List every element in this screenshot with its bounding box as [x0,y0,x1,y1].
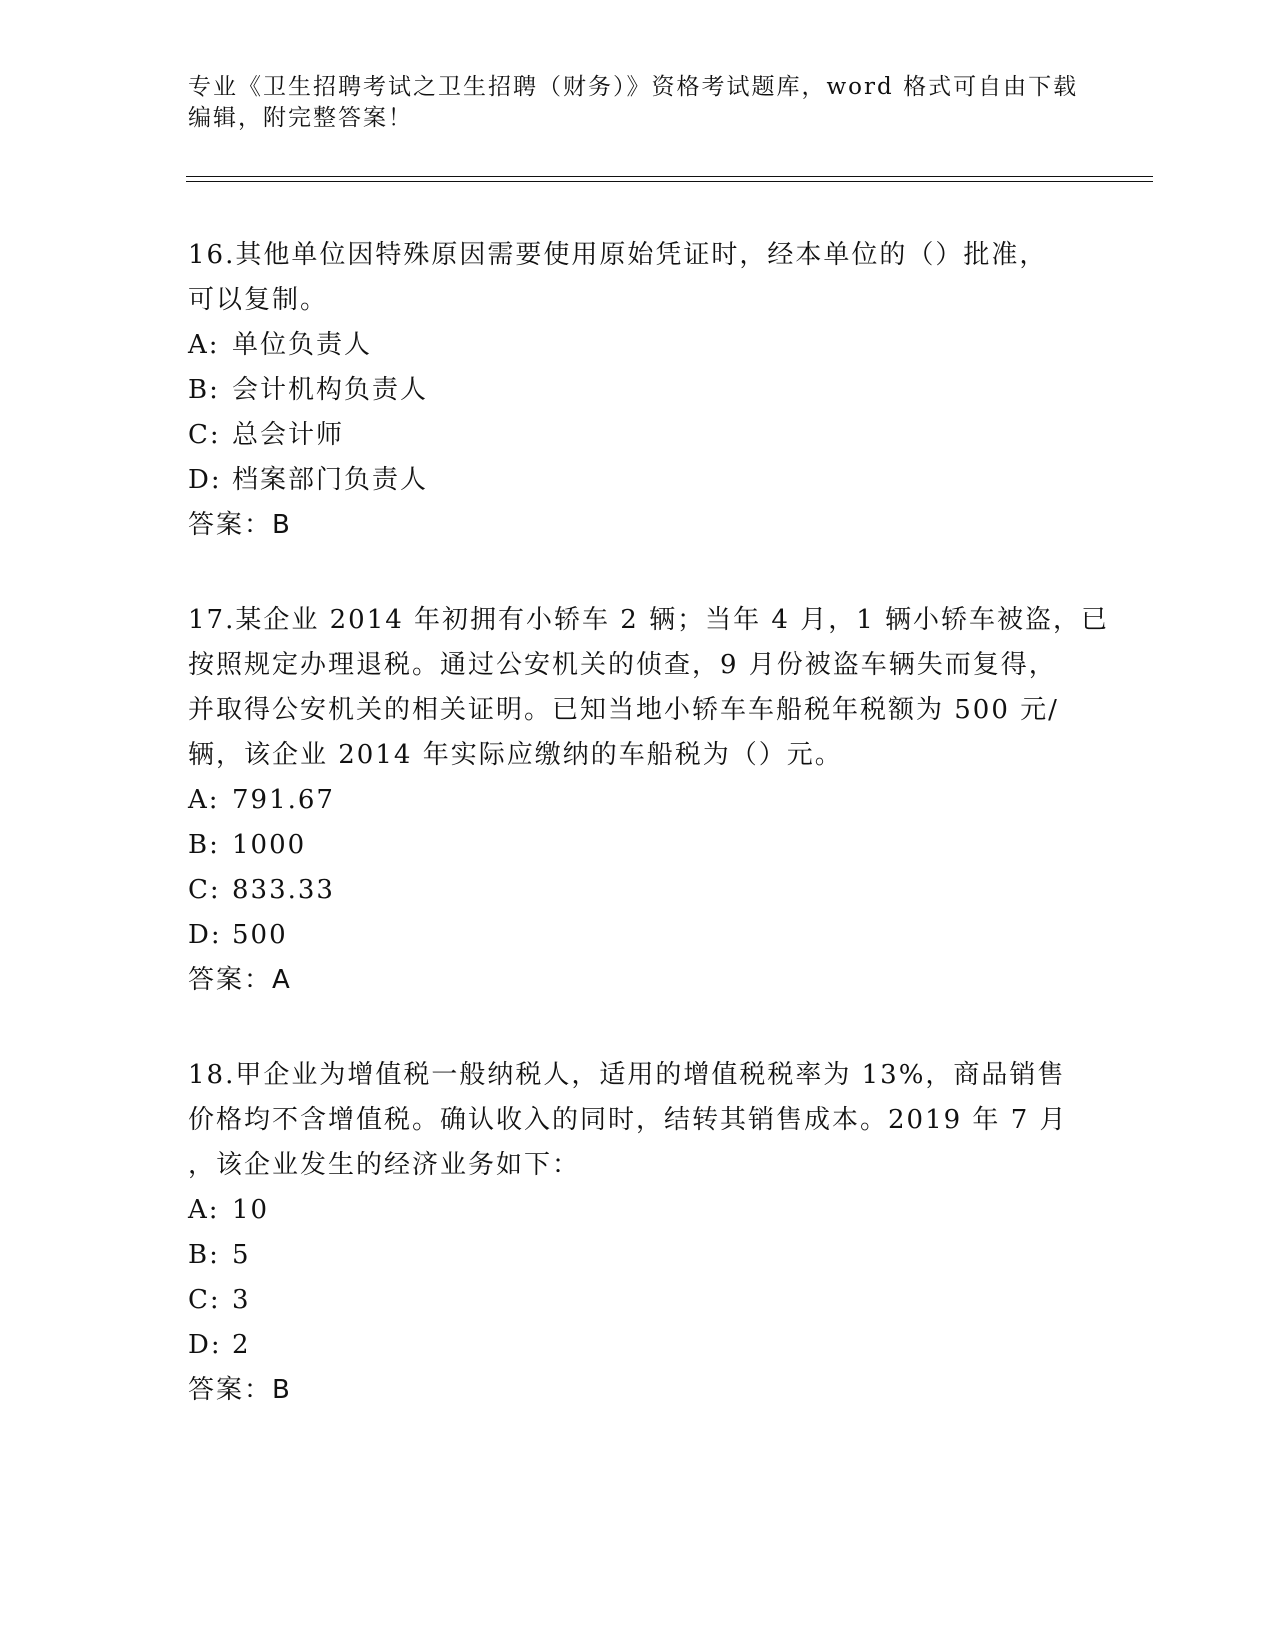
option-d [188,458,1088,503]
question-stem-line: 价格均不含增值税。确认收入的同时，结转其销售成本。2019 年 7 月 [188,1105,1068,1135]
option-a [188,1188,1088,1233]
option-d [188,1323,1088,1368]
option-letter: C: [188,420,221,450]
option-text: 5 [232,1240,251,1270]
header-line: 专业《卫生招聘考试之卫生招聘（财务）》资格考试题库，word 格式可自由下载 [188,74,1079,100]
option-d [188,913,1088,958]
question-stem-line: 17.某企业 2014 年初拥有小轿车 2 辆；当年 4 月，1 辆小轿车被盗，已 [188,605,1109,635]
option-text: 单位负责人 [232,330,373,360]
answer-line: 答案：A [188,965,292,995]
question-stem-line: 按照规定办理退税。通过公安机关的侦查，9 月份被盗车辆失而复得， [188,650,1057,680]
option-letter: A: [188,1195,220,1225]
header-divider-bottom [186,181,1153,182]
option-text: 500 [232,920,288,950]
option-letter: C: [188,875,221,905]
option-b [188,368,1088,413]
option-text: 会计机构负责人 [232,375,429,405]
question-stem-line: 16.其他单位因特殊原因需要使用原始凭证时，经本单位的（）批准， [188,240,1048,270]
question-stem-line: 辆，该企业 2014 年实际应缴纳的车船税为（）元。 [188,740,843,770]
option-letter: D: [188,1330,222,1360]
option-text: 2 [232,1330,251,1360]
option-text: 10 [232,1195,270,1225]
option-letter: C: [188,1285,221,1315]
option-text: 1000 [232,830,307,860]
option-b [188,1233,1088,1278]
question-17 [188,598,1109,1003]
question-stem-line: ，该企业发生的经济业务如下： [188,1150,581,1180]
option-letter: B: [188,375,220,405]
option-letter: D: [188,920,222,950]
option-text: 总会计师 [232,420,345,450]
header-line: 编辑，附完整答案！ [188,105,413,131]
question-16 [188,233,1088,548]
option-letter: A: [188,330,220,360]
option-c [188,1278,1088,1323]
document-header [188,72,1088,134]
option-b [188,823,1088,868]
option-letter: D: [188,465,222,495]
header-divider-top [186,176,1153,177]
question-18 [188,1053,1088,1413]
question-stem-line: 并取得公安机关的相关证明。已知当地小轿车车船税年税额为 500 元/ [188,695,1059,725]
option-c [188,868,1088,913]
question-stem-line: 可以复制。 [188,285,329,315]
option-text: 791.67 [232,785,335,815]
option-letter: B: [188,1240,220,1270]
answer-line: 答案：B [188,510,292,540]
option-text: 3 [232,1285,251,1315]
option-a [188,778,1088,823]
option-c [188,413,1088,458]
answer-line: 答案：B [188,1375,292,1405]
option-letter: B: [188,830,220,860]
option-text: 档案部门负责人 [232,465,429,495]
option-letter: A: [188,785,220,815]
option-text: 833.33 [232,875,335,905]
question-stem-line: 18.甲企业为增值税一般纳税人，适用的增值税税率为 13%，商品销售 [188,1060,1066,1090]
option-a [188,323,1088,368]
